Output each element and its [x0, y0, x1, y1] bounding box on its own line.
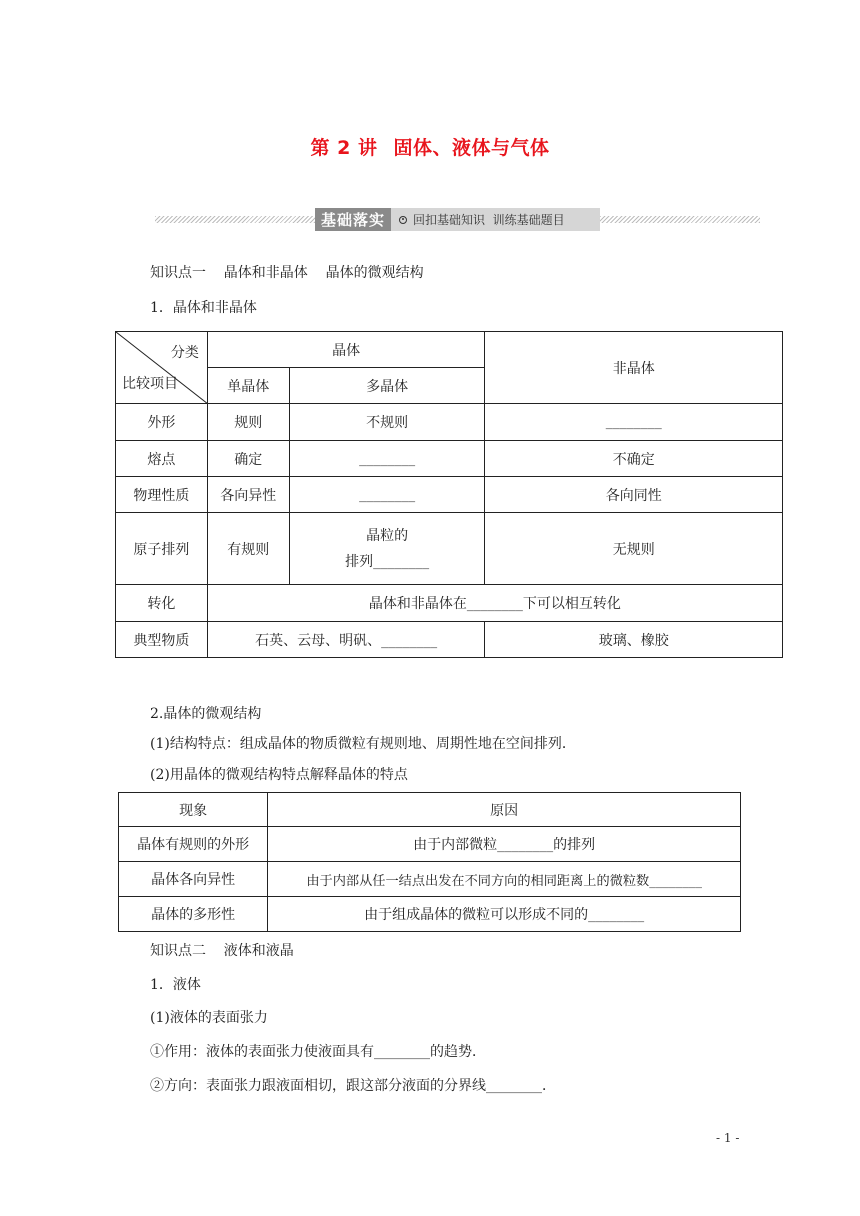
cell-poly: 不规则 — [289, 404, 485, 441]
cell-single: 各向异性 — [207, 477, 289, 513]
header-single-crystal: 单晶体 — [207, 368, 289, 404]
header-poly-crystal: 多晶体 — [289, 368, 485, 404]
cell-poly-line2: 排列________ — [345, 553, 430, 570]
table-row — [119, 827, 741, 862]
cell-amorphous: 各向同性 — [485, 477, 783, 513]
row-label: 典型物质 — [116, 622, 208, 658]
table-row — [116, 622, 783, 658]
row-label: 外形 — [116, 404, 208, 441]
cell-amorphous: 无规则 — [485, 513, 783, 585]
banner-badge: 基础落实 — [315, 208, 391, 231]
section1-item2-1: (1)结构特点：组成晶体的物质微粒有规则地、周期性地在空间排列． — [150, 736, 576, 752]
lecture-number: 第 2 讲 — [310, 137, 378, 159]
row-label: 转化 — [116, 585, 208, 622]
header-amorphous: 非晶体 — [485, 332, 783, 404]
cell-reason: 由于内部从任一结点出发在不同方向的相同距离上的微粒数________ — [268, 862, 741, 897]
section2-item1-1-b: ②方向：表面张力跟液面相切，跟这部分液面的分界线________． — [150, 1078, 556, 1094]
header-crystal: 晶体 — [207, 332, 485, 368]
page-title — [0, 133, 860, 160]
cell-poly-line1: 晶粒的 — [366, 527, 409, 544]
row-label: 熔点 — [116, 441, 208, 477]
section-banner — [155, 206, 760, 234]
cell-reason: 由于组成晶体的微粒可以形成不同的________ — [268, 897, 741, 932]
cell-crystal-examples: 石英、云母、明矾、________ — [207, 622, 485, 658]
table-corner-cell — [116, 332, 208, 404]
cell-transform: 晶体和非晶体在________下可以相互转化 — [207, 585, 782, 622]
cell-poly: ________ — [289, 441, 485, 477]
cell-amorphous: 不确定 — [485, 441, 783, 477]
section2-item1-1-a: ①作用：液体的表面张力使液面具有________的趋势． — [150, 1044, 486, 1060]
cell-single: 规则 — [207, 404, 289, 441]
table-row — [116, 477, 783, 513]
header-phenomenon: 现象 — [119, 793, 268, 827]
lecture-topic: 固体、液体与气体 — [393, 137, 550, 159]
corner-label-item: 比较项目 — [122, 376, 178, 392]
microstructure-table — [118, 792, 741, 932]
cell-amorphous-examples: 玻璃、橡胶 — [485, 622, 783, 658]
section2-heading: 知识点二 液体和液晶 — [150, 943, 294, 959]
table-row — [116, 441, 783, 477]
cell-poly: ________ — [289, 477, 485, 513]
page-number: - 1 - — [716, 1131, 740, 1145]
banner-hatch-right — [600, 216, 760, 223]
target-icon — [399, 216, 407, 224]
cell-phenomenon: 晶体各向异性 — [119, 862, 268, 897]
table-row — [119, 897, 741, 932]
table-row — [116, 513, 783, 585]
table-row — [119, 862, 741, 897]
row-label: 原子排列 — [116, 513, 208, 585]
section2-item1: 1．液体 — [150, 977, 201, 993]
row-label: 物理性质 — [116, 477, 208, 513]
section1-item1: 1．晶体和非晶体 — [150, 300, 257, 316]
cell-phenomenon: 晶体有规则的外形 — [119, 827, 268, 862]
section1-heading: 知识点一 晶体和非晶体 晶体的微观结构 — [150, 265, 424, 281]
section1-item2-2: (2)用晶体的微观结构特点解释晶体的特点 — [150, 767, 408, 783]
table-row — [116, 585, 783, 622]
header-reason: 原因 — [268, 793, 741, 827]
table-row — [116, 404, 783, 441]
cell-single: 确定 — [207, 441, 289, 477]
corner-label-category: 分类 — [170, 345, 199, 361]
cell-reason: 由于内部微粒________的排列 — [268, 827, 741, 862]
cell-single: 有规则 — [207, 513, 289, 585]
banner-hatch-left — [155, 216, 315, 223]
banner-subtitle: 回扣基础知识 训练基础题目 — [413, 213, 565, 227]
crystal-comparison-table — [115, 331, 783, 658]
banner-box — [315, 208, 600, 231]
cell-poly — [289, 513, 485, 585]
section1-item2: 2.晶体的微观结构 — [150, 706, 262, 722]
section2-item1-1: (1)液体的表面张力 — [150, 1010, 268, 1026]
cell-amorphous: ________ — [485, 404, 783, 441]
cell-phenomenon: 晶体的多形性 — [119, 897, 268, 932]
